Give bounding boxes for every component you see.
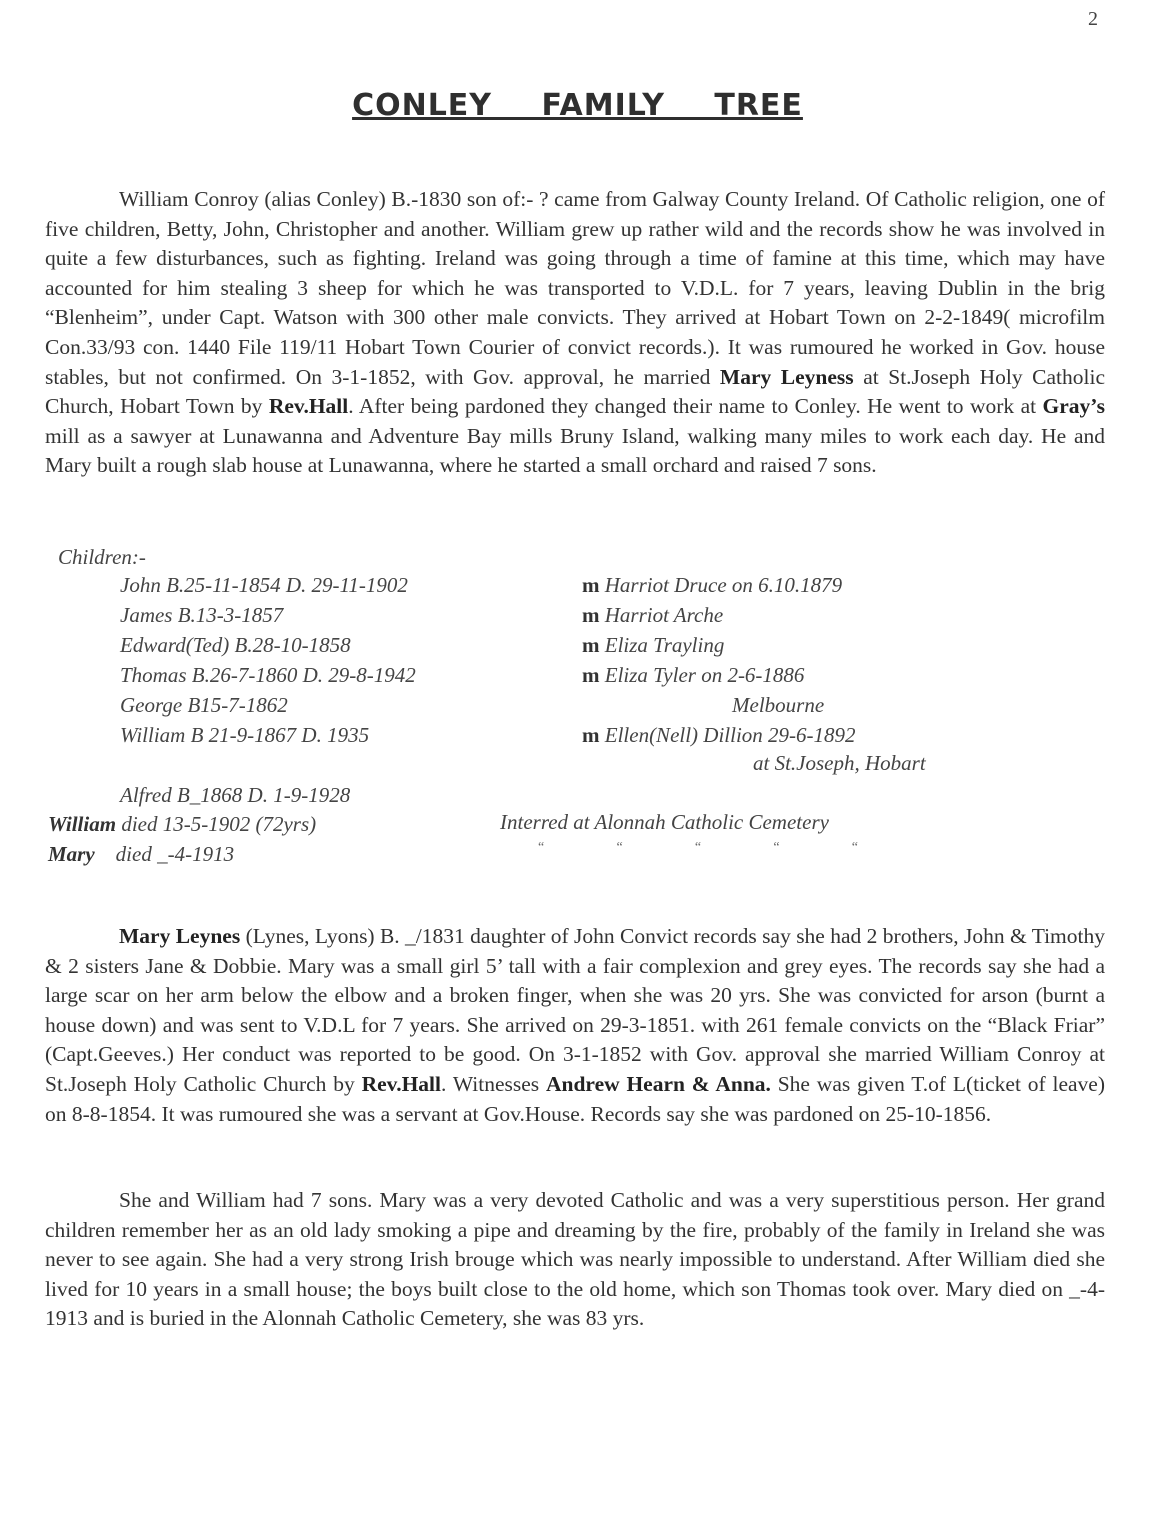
children-heading: Children:- (58, 545, 146, 569)
william-biography-paragraph (45, 185, 1105, 481)
spouse-entry: m Eliza Trayling (582, 633, 725, 657)
spouse-location: Melbourne (732, 693, 825, 717)
child-entry: William B 21-9-1867 D. 1935 (120, 723, 370, 747)
child-entry: Edward(Ted) B.28-10-1858 (120, 633, 351, 657)
bio-bold-name: Gray’s (1042, 394, 1106, 419)
bio-text: (Lynes, Lyons) B. _/1831 daughter of John Convict records say she had 2 brothers, John & Timothy & 2 sisters Jane & Dobbie. Mary was a small girl 5’ tall with a fair complexion and grey eyes. The records say she had a large scar on her arm below the elbow and a broken finger, when she was 20 yrs. She was convicted for arson (burnt a house down) and was sent to V.D.L for 7 years. She arrived on 29-3-1851. with 261 female convicts on the “Black Friar” (Capt.Geeves.) Her conduct was reported to be good. On 3-1-1852 with Gov. approval she married William Conroy at St.Joseph Holy Catholic Church by (45, 924, 1105, 1096)
mary-biography-paragraph (45, 922, 1105, 1129)
mary-death-line: Mary died _-4-1913 (48, 842, 235, 866)
bio-text: . After being pardoned they changed their name to Conley. He went to work at (348, 394, 1043, 419)
spouse-entry: m Ellen(Nell) Dillion 29-6-1892 (582, 723, 856, 747)
page-title: CONLEY FAMILY TREE (352, 88, 803, 123)
bio-text: mill as a sawyer at Lunawanna and Adventure Bay mills Bruny Island, walking many miles to work each day. He and Mary built a rough slab house at Lunawanna, where he started a small orchard and raised 7 sons. (45, 423, 1105, 478)
bio-bold-name: Rev.Hall (361, 1071, 442, 1096)
spouse-location: at St.Joseph, Hobart (753, 751, 926, 775)
mary-later-life-paragraph (45, 1186, 1105, 1334)
child-entry: George B15-7-1862 (120, 693, 288, 717)
child-entry: Alfred B_1868 D. 1-9-1928 (120, 783, 351, 807)
spouse-entry: m Eliza Tyler on 2-6-1886 (582, 663, 805, 687)
page-number: 2 (1088, 8, 1098, 30)
bio-text: William Conroy (alias Conley) B.-1830 son of:- ? came from Galway County Ireland. Of Catholic religion, one of five children, Betty, John, Christopher and another. William grew up rather wild and the records show he was involved in quite a few disturbances, such as fighting. Ireland was going through a time of famine at this time, which may have accounted for him stealing 3 sheep for which he was transported to V.D.L. for 7 years, leaving Dublin in the brig “Blenheim”, under Capt. Watson with 300 other male convicts. They arrived at Hobart Town on 2-2-1849( microfilm Con.33/93 con. 1440 File 119/11 Hobart Town Courier of convict records.). It was rumoured he worked in Gov. house stables, but not confirmed. On 3-1-1852, with Gov. approval, he married (45, 187, 1105, 389)
ditto-marks: “ “ “ “ “ (538, 840, 858, 855)
bio-bold-name: Andrew Hearn & Anna. (545, 1071, 771, 1096)
bio-bold-name: Rev.Hall (268, 394, 349, 419)
bio-text: She was given T.of L(ticket of leave) on 8-8-1854. It was rumoured she was a servant at Gov.House. Records say she was pardoned on 25-10-1856. (45, 1071, 1105, 1126)
bio-text: at St.Joseph Holy Catholic Church, Hobart Town by (45, 364, 1105, 419)
bio-text: She and William had 7 sons. Mary was a very devoted Catholic and was a very superstitious person. Her grand children remember her as an old lady smoking a pipe and dreaming by the fire, probably of the family in Ireland she was never to see again. She had a very strong Irish brouge which was nearly impossible to understand. After William died she lived for 10 years in a small house; the boys built close to the old home, which son Thomas took over. Mary died on _-4-1913 and is buried in the Alonnah Catholic Cemetery, she was 83 yrs. (45, 1188, 1105, 1331)
bio-bold-name: Mary Leynes (119, 924, 241, 948)
spouse-entry: m Harriot Druce on 6.10.1879 (582, 573, 843, 597)
child-entry: James B.13-3-1857 (120, 603, 284, 627)
bio-bold-name: Mary Leyness (719, 364, 854, 389)
child-entry: John B.25-11-1854 D. 29-11-1902 (120, 573, 408, 597)
william-death-line: William died 13-5-1902 (72yrs) (48, 812, 317, 836)
bio-text: . Witnesses (441, 1071, 546, 1096)
child-entry: Thomas B.26-7-1860 D. 29-8-1942 (120, 663, 416, 687)
interment-note: Interred at Alonnah Catholic Cemetery (500, 810, 829, 834)
spouse-entry: m Harriot Arche (582, 603, 724, 627)
